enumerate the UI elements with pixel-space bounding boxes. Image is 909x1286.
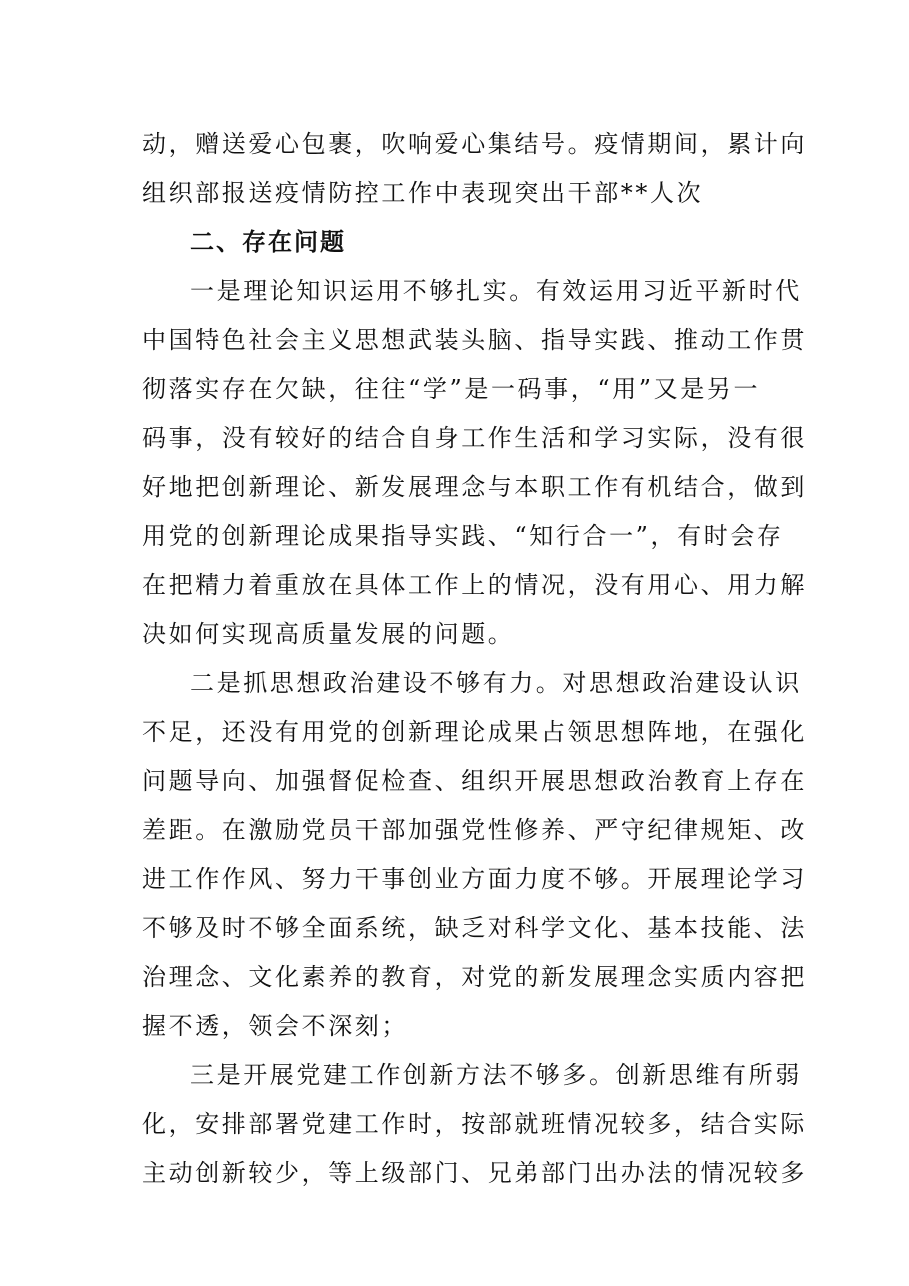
paragraph-first-line: 一是理论知识运用不够扎实。有效运用习近平新时代 [190,277,802,305]
body-line: 进工作作风、努力干事创业方面力度不够。开展理论学习 [142,865,807,893]
body-line: 问题导向、加强督促检查、组织开展思想政治教育上存在 [142,767,807,795]
body-line: 决如何实现高质量发展的问题。 [142,620,515,648]
body-line: 动，赠送爱心包裹，吹响爱心集结号。疫情期间，累计向 [142,130,807,158]
body-line: 治理念、文化素养的教育，对党的新发展理念实质内容把 [142,963,807,991]
paragraph-first-line: 三是开展党建工作创新方法不够多。创新思维有所弱 [190,1061,802,1089]
body-line: 好地把创新理论、新发展理念与本职工作有机结合，做到 [142,473,807,501]
body-line: 差距。在激励党员干部加强党性修养、严守纪律规矩、改 [142,816,807,844]
body-line: 主动创新较少，等上级部门、兄弟部门出办法的情况较多 [142,1159,807,1187]
body-line: 码事，没有较好的结合自身工作生活和学习实际，没有很 [142,424,807,452]
body-line: 不够及时不够全面系统，缺乏对科学文化、基本技能、法 [142,914,807,942]
body-line: 中国特色社会主义思想武装头脑、指导实践、推动工作贯 [142,326,807,354]
body-line: 化，安排部署党建工作时，按部就班情况较多，结合实际 [142,1110,807,1138]
body-line: 用党的创新理论成果指导实践、“知行合一”，有时会存 [142,522,784,550]
paragraph-first-line: 二是抓思想政治建设不够有力。对思想政治建设认识 [190,669,802,697]
body-line: 组织部报送疫情防控工作中表现突出干部**人次 [142,179,704,207]
body-line: 握不透，领会不深刻； [142,1012,408,1040]
section-heading: 二、存在问题 [190,228,346,256]
body-line: 不足，还没有用党的创新理论成果占领思想阵地，在强化 [142,718,807,746]
body-line: 在把精力着重放在具体工作上的情况，没有用心、用力解 [142,571,807,599]
body-line: 彻落实存在欠缺，往往“学”是一码事，“用”又是另一 [142,375,761,403]
